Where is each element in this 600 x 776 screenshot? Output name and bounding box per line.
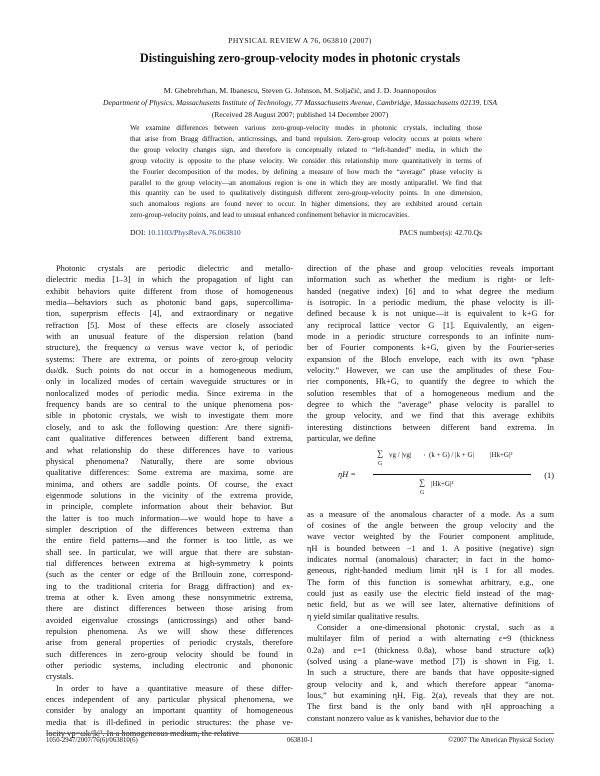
abstract-line: parallel to the group velocity—an anomalous region is one in which they are mostly antiparallel. We find that [130, 178, 482, 187]
text-line: defined because k is not unique—it is equivalent to k+G for [307, 309, 554, 319]
text-line: the group velocity, and we find that this average exhibits [307, 411, 554, 421]
text-line: is isotropic. In a periodic medium, the phase velocity is ill- [307, 298, 554, 308]
text-line: Consider a one-dimensional photonic crystal, such as a [317, 622, 554, 632]
text-line: structure), the frequency ω versus wave vector k, of periodic [46, 343, 293, 353]
text-line: could just as easily use the electric field instead of the mag- [307, 588, 554, 598]
equation-number: (1) [544, 471, 554, 480]
equation-term-kg: (k + G) / |k + G| [429, 451, 474, 459]
text-line: as a measure of the anomalous character of a mode. As a sum [307, 509, 554, 519]
text-line: shall see. In particular, we will argue that there are substan- [46, 547, 293, 557]
text-line: there are distinct differences between those arising from [46, 604, 293, 614]
equation-term-vg: vg / |vg| [389, 451, 412, 459]
text-line: netic field, but as we will see later, alternative definitions of [307, 600, 554, 610]
text-line: dω/dk. Such points do not occur in a homogeneous medium, [46, 366, 293, 376]
abstract [130, 123, 482, 221]
pacs-numbers: PACS number(s): 42.70.Qs [399, 228, 482, 237]
running-head: PHYSICAL REVIEW A 76, 063810 (2007) [228, 36, 372, 45]
footer-issn: 1050-2947/2007/76(6)/063810(6) [46, 737, 138, 744]
text-line: cant qualitative differences between different band extrema, [46, 434, 293, 444]
equation-den-sum: ∑ [419, 478, 425, 487]
text-line: media—behaviors such as photonic band gaps, supercollima- [46, 298, 293, 308]
text-line: expansion of the Bloch envelope, each with its own “phase [307, 354, 554, 364]
text-line: ences independent of any particular physical phenomena, we [46, 695, 293, 705]
footer-page-id: 063810-1 [286, 737, 314, 744]
abstract-line: that arise from Bragg diffraction, anticrossings, and band repulsion. Zero-group velocity occurs at points where [130, 134, 482, 143]
equation-1 [307, 445, 567, 507]
text-line: of cosines of the angle between the group velocity and the [307, 520, 554, 530]
equation-lhs: ηH = [338, 470, 356, 479]
affiliation: Department of Physics, Massachusetts Institute of Technology, 77 Massachusetts Avenue, Cambridge, Massachusetts 02139, USA [103, 98, 497, 107]
abstract-line: the group velocity changes sign, and therefore is conceptually related to “left-handed” media, in which the [130, 145, 482, 154]
abstract-line: zero-group-velocity points, and lead to unusual enhanced confinement behavior in microcavities. [130, 211, 410, 220]
abstract-line: group velocity is opposite to the phase velocity. We consider this relationship more quantitatively in terms of [130, 156, 482, 165]
equation-num-sum: ∑ [377, 449, 383, 458]
text-line: mode in a periodic structure corresponds to an infinite num- [307, 332, 554, 342]
text-line: exhibit behaviors quite different from those of homogeneous [46, 286, 293, 296]
text-line: ηH is bounded between −1 and 1. A positive (negative) sign [307, 543, 554, 553]
text-line: refraction [5]. Most of these effects are closely associated [46, 320, 293, 330]
text-line: physical phenomena? Naturally, there are some obvious [46, 456, 293, 466]
authors: M. Ghebrebrhan, M. Ibanescu, Steven G. Johnson, M. Soljačić, and J. D. Joannopoulos [163, 86, 437, 95]
text-line: only in localized modes of certain waveguide structures or in [46, 377, 293, 387]
abstract-line: We examine differences between various zero-group-velocity modes in photonic crystals, including those [130, 124, 482, 132]
equation-num-sub: G [378, 461, 383, 467]
doi-label: DOI: [130, 228, 146, 237]
text-line: velocity.” However, we can use the amplitudes of these Fou- [307, 366, 554, 376]
text-line: and what relationship do these differences have to various [46, 445, 293, 455]
text-line: consider by analogy an important quantity of homogeneous [46, 706, 293, 716]
doi-link[interactable]: 10.1103/PhysRevA.76.063810 [147, 228, 241, 237]
footer-rule [46, 733, 554, 734]
text-line: constant nonzero value as k vanishes, behavior due to the [307, 713, 500, 723]
text-line: tion, superprism effects [4], and extraordinary or negative [46, 309, 293, 319]
text-line: locity vp=ωk/|k|². In a homogeneous medium, the relative [46, 729, 240, 739]
equation-dot: · [423, 451, 426, 460]
text-line: Photonic crystals are periodic dielectric and metallo- [56, 264, 293, 273]
text-line: interesting distinctions between different band extrema. In [307, 422, 554, 432]
text-line: avoided eigenvalue crossings (anticrossings) and other band- [46, 615, 293, 625]
text-line: solution resembles that of a homogeneous medium and the [307, 388, 554, 398]
abstract-line: such anomalous regions are found never to occur. In higher dimensions, they are exhibited around certain [130, 200, 482, 209]
text-line: minima, and others are saddle points. Of course, the exact [46, 479, 293, 489]
text-line: degree to which the “average” phase velocity is parallel to [307, 400, 554, 410]
text-line: handed (negative index) [6] and to what degree the medium [307, 286, 554, 296]
text-line: closely, and to ask the following question: Are there signifi- [46, 422, 293, 432]
text-line: The first band is the only band with ηH approaching a [307, 702, 554, 712]
text-line: ing to the traditional criteria for Bragg diffraction) and ex- [46, 581, 293, 591]
text-line: information such as whether the medium is right- or left- [307, 275, 554, 285]
text-line: eigenmode solutions in the vicinity of the extrema provide, [46, 490, 293, 500]
text-line: geneous, right-handed medium limit ηH is 1 for all modes. [307, 566, 554, 576]
text-line: systems: There are extrema, or points of zero-group velocity [46, 354, 293, 364]
text-line: crystals. [46, 672, 74, 682]
text-line: other periodic systems, including electronic and phononic [46, 661, 293, 671]
text-line: repulsion phenomena. As we will show these differences [46, 627, 293, 636]
text-line: rier components, Hk+G, to quantify the degree to which the [307, 377, 554, 387]
right-column-top [307, 263, 554, 445]
text-line: arise from general properties of periodic crystals, therefore [46, 638, 293, 648]
text-line: ber of Fourier components k+G, given by the Fourier-series [307, 343, 554, 353]
text-line: qualitative differences: Some extrema are maxima, some are [46, 468, 293, 478]
equation-term-h: |Hk+G|² [490, 451, 513, 459]
text-line: multilayer film of period a with alternating ε=9 (thickness [307, 634, 554, 644]
text-line: with an unusual feature of the dispersion relation (band [46, 332, 293, 342]
text-line: indicates normal (anomalous) character; in fact in the homo- [307, 554, 554, 564]
equation-den-sub: G [420, 490, 425, 496]
text-line: η yield similar qualitative results. [307, 611, 420, 621]
fraction-bar [373, 474, 531, 475]
right-column-bottom [307, 509, 554, 725]
text-line: the entire field patterns—and the former is too little, as we [46, 536, 293, 546]
text-line: sible in photonic crystals, we wish to investigate them more [46, 411, 293, 421]
text-line: (solved using a plane-wave method [7]) is shown in Fig. 1. [307, 656, 554, 666]
text-line: The form of this function is somewhat arbitrary, e.g., one [307, 577, 554, 587]
text-line: in principle, complete information about their behavior. But [46, 502, 293, 512]
text-line: frequency bands are so central to the unique phenomena pos- [46, 400, 293, 410]
text-line: media that is ill-defined in periodic structures: the phase ve- [46, 717, 293, 727]
abstract-line: the Fourier decomposition of the modes, by defining a measure of how much the “average” phase velocity is [130, 167, 482, 176]
text-line: (such as the center or edge of the Brillouin zone, correspond- [46, 570, 293, 580]
received-dates: (Received 28 August 2007; published 14 December 2007) [211, 110, 389, 119]
text-line: 0.2a) and ε=1 (thickness 0.8a), whose band structure ω(k) [307, 645, 554, 655]
text-line: the latter is too much information—we would hope to have a [46, 513, 293, 523]
abstract-line: this quantity can be used to qualitatively distinguish different zero-group-velocity points. In one dimension, [130, 189, 482, 198]
text-line: dielectric media [1–3] in which the propagation of light can [46, 275, 293, 285]
text-line: In order to have a quantitative measure of these differ- [56, 683, 293, 693]
paper-title: Distinguishing zero-group-velocity modes in photonic crystals [139, 51, 461, 65]
text-line: lous,” but examining ηH, Fig. 2(a), reveals that they are not. [307, 691, 554, 700]
text-line: trema at other k. Even among these nonsymmetric extrema, [46, 592, 293, 602]
text-line: such differences in zero-group velocity should be found in [46, 649, 293, 659]
text-line: tial differences between extrema at high-symmetry k points [46, 558, 293, 568]
left-column [46, 263, 293, 739]
text-line: direction of the phase and group velocities reveals important [307, 264, 554, 273]
text-line: wave vector weighted by the Fourier component amplitude, [307, 532, 554, 542]
doi [130, 228, 241, 237]
text-line: nonlocalized modes of periodic media. Since extrema in the [46, 388, 293, 398]
text-line: particular, we define [307, 434, 376, 444]
footer-copyright: ©2007 The American Physical Society [448, 737, 554, 744]
equation-den-term: |Hk+G|² [431, 480, 454, 488]
text-line: In such a structure, there are bands that have opposite-signed [307, 668, 554, 678]
text-line: simpler description of the differences between extrema than [46, 524, 293, 534]
text-line: group velocity and k, and which therefore appear “anoma- [307, 679, 554, 689]
text-line: any reciprocal lattice vector G [1]. Equivalently, an eigen- [307, 320, 554, 330]
